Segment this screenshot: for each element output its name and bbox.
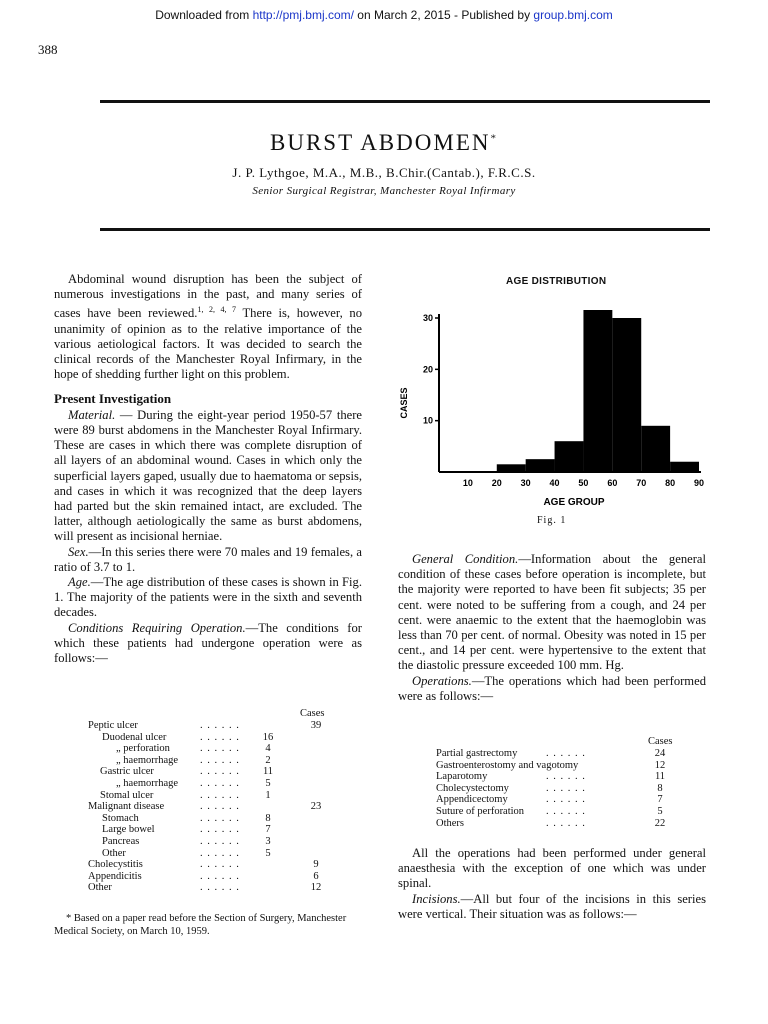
- total-value: 39: [310, 720, 322, 731]
- operation-value: 22: [654, 817, 666, 829]
- x-tick-label: 90: [693, 478, 705, 488]
- operation-label: Cholecystectomy: [436, 782, 509, 794]
- age-paragraph: Age.—The age distribution of these cases is shown in Fig. 1. The majority of the patients were in the sixth and seventh decades.: [54, 575, 362, 620]
- histogram-bar: [641, 426, 670, 472]
- subtotal-value: 1: [265, 789, 271, 801]
- age-distribution-chart: [392, 298, 712, 510]
- leader-dots: . . . . . .: [546, 782, 586, 794]
- leader-dots: . . . . . .: [546, 794, 586, 806]
- leader-dots: . . . . . .: [200, 801, 240, 813]
- download-banner: [0, 8, 768, 22]
- leader-dots: . . . . . .: [546, 771, 586, 783]
- histogram-bar: [497, 464, 526, 472]
- histogram-bar: [583, 310, 612, 472]
- condition-label: „ haemorrhage: [116, 778, 179, 789]
- intro-paragraph: Abdominal wound disruption has been the subject of numerous investigations in the past, and many series of cases have been reviewed.$^{1, 2, 4, 7}$ There is, however, no unanimity of opinion as to the relative importance of the various aetiological factors. It was decided to search the clinical records of the Manchester Royal Infirmary, in the hope of shedding further light on this problem.: [54, 272, 362, 382]
- x-tick-label: 50: [578, 478, 589, 488]
- x-tick-label: 20: [491, 478, 502, 488]
- histogram-bar: [612, 318, 641, 472]
- leader-dots: . . . . . .: [200, 754, 240, 766]
- leader-dots: . . . . . .: [200, 789, 240, 801]
- figure-caption: Fig. 1: [537, 515, 567, 526]
- operation-label: Partial gastrectomy: [436, 748, 518, 759]
- subtotal-value: 7: [265, 824, 271, 836]
- title-footnote-mark: *: [490, 132, 498, 145]
- operations-table: [436, 736, 698, 836]
- condition-label: Malignant disease: [88, 801, 165, 813]
- leader-dots: . . . . . .: [546, 748, 586, 759]
- operation-label: Suture of perforation: [436, 806, 525, 817]
- x-tick-label: 80: [665, 478, 676, 488]
- header-rule: [100, 228, 710, 231]
- subtotal-value: 8: [265, 812, 271, 824]
- leader-dots: . . . . . .: [200, 859, 240, 871]
- y-tick-label: 30: [422, 313, 433, 323]
- sex-paragraph: Sex.—In this series there were 70 males and 19 females, a ratio of 3.7 to 1.: [54, 544, 362, 574]
- incisions-paragraph: Incisions.—All but four of the incisions in this series were vertical. Their situation was as follows:—: [398, 891, 706, 921]
- x-tick-label: 60: [607, 478, 618, 488]
- anaesthesia-paragraph: All the operations had been performed under general anaesthesia with the exception of one which was under spinal.: [398, 846, 706, 891]
- y-tick-label: 10: [422, 415, 433, 426]
- condition-label: Appendicitis: [88, 870, 142, 882]
- total-value: 12: [310, 882, 322, 894]
- condition-label: „ haemorrhage: [116, 754, 179, 766]
- operation-label: Laparotomy: [436, 771, 488, 783]
- article-authors: J. P. Lythgoe, M.A., M.B., B.Chir.(Cantab.), F.R.C.S.: [232, 165, 536, 180]
- y-tick-label: 20: [422, 364, 433, 375]
- conditions-table-header: Cases: [300, 708, 325, 719]
- right-column-bottom: [398, 846, 706, 922]
- left-column: [54, 272, 362, 666]
- subtotal-value: 4: [265, 743, 271, 755]
- condition-label: Stomal ulcer: [100, 789, 154, 801]
- condition-label: Peptic ulcer: [88, 720, 138, 731]
- operation-label: Gastroenterostomy and vagotomy: [436, 759, 579, 771]
- condition-label: Large bowel: [102, 824, 155, 836]
- total-value: 9: [313, 859, 319, 871]
- histogram-bar: [526, 459, 555, 472]
- leader-dots: . . . . . .: [200, 720, 240, 731]
- leader-dots: . . . . . .: [200, 836, 240, 847]
- x-tick-label: 40: [549, 478, 560, 488]
- conditions-paragraph: Conditions Requiring Operation.—The conditions for which these patients had undergone operation were as follows:—: [54, 620, 362, 666]
- article-affiliation: Senior Surgical Registrar, Manchester Royal Infirmary: [252, 185, 516, 197]
- journal-link[interactable]: http://pmj.bmj.com/: [252, 8, 354, 22]
- footnote: * Based on a paper read before the Section of Surgery, Manchester Medical Society, on March 10, 1959.: [54, 913, 347, 937]
- subtotal-value: 16: [262, 731, 274, 743]
- operation-value: 12: [654, 759, 666, 771]
- banner-prefix: Downloaded from: [155, 8, 253, 22]
- group-link[interactable]: group.bmj.com: [533, 8, 613, 22]
- condition-label: Cholecystitis: [88, 859, 143, 871]
- leader-dots: . . . . . .: [200, 731, 240, 743]
- leader-dots: . . . . . .: [200, 882, 240, 894]
- subtotal-value: 3: [265, 836, 271, 847]
- condition-label: Duodenal ulcer: [102, 731, 167, 743]
- x-tick-label: 30: [520, 478, 531, 488]
- y-axis-label: CASES: [399, 387, 409, 419]
- subtotal-value: 5: [265, 778, 271, 789]
- operation-label: Appendicectomy: [436, 794, 508, 806]
- intro-references: 1, 2, 4, 7: [197, 305, 237, 315]
- total-value: 23: [310, 801, 322, 813]
- leader-dots: . . . . . .: [546, 806, 586, 817]
- condition-label: Pancreas: [102, 836, 140, 847]
- leader-dots: . . . . . .: [200, 870, 240, 882]
- x-tick-label: 10: [462, 478, 473, 488]
- article-title: [0, 130, 768, 156]
- x-axis-label: AGE GROUP: [543, 497, 605, 508]
- operations-paragraph: Operations.—The operations which had been performed were as follows:—: [398, 673, 706, 703]
- leader-dots: . . . . . .: [200, 778, 240, 789]
- top-rule: [100, 100, 710, 103]
- leader-dots: . . . . . .: [200, 812, 240, 824]
- operation-value: 24: [654, 748, 666, 759]
- condition-label: Other: [88, 882, 112, 894]
- operation-value: 8: [657, 782, 663, 794]
- title-text: BURST ABDOMEN: [270, 130, 491, 155]
- chart-title: AGE DISTRIBUTION: [506, 276, 607, 287]
- page-number: 388: [38, 42, 58, 57]
- condition-label: Other: [102, 847, 126, 859]
- leader-dots: . . . . . .: [200, 824, 240, 836]
- operation-value: 5: [657, 806, 663, 817]
- subtotal-value: 2: [265, 754, 271, 766]
- condition-label: „ perforation: [116, 743, 170, 755]
- banner-middle: on March 2, 2015 - Published by: [353, 8, 534, 22]
- leader-dots: . . . . . .: [200, 766, 240, 778]
- material-paragraph: Material. — During the eight-year period 1950-57 there were 89 burst abdomens in the Manchester Royal Infirmary. These are cases in which there was complete disruption of all layers of an abdominal wound. Cases in which only the superficial layers gaped, usually due to haematoma or sepsis, and cases in which it was recognized that the deep layers had parted but the skin remained intact, are excluded. The latter, although aetiologically the same as burst abdomens, will present as incisional herniae.: [54, 407, 362, 544]
- x-tick-label: 70: [636, 478, 647, 488]
- leader-dots: . . . . . .: [200, 743, 240, 755]
- conditions-table: [88, 708, 358, 898]
- condition-label: Gastric ulcer: [100, 766, 154, 778]
- leader-dots: . . . . . .: [200, 847, 240, 859]
- subtotal-value: 5: [265, 847, 271, 859]
- subtotal-value: 11: [262, 766, 274, 778]
- operation-label: Others: [436, 817, 464, 829]
- operations-table-header: Cases: [648, 736, 673, 747]
- histogram-bar: [555, 441, 584, 472]
- section-heading: Present Investigation: [54, 390, 172, 406]
- operation-value: 7: [657, 794, 663, 806]
- total-value: 6: [313, 870, 319, 882]
- right-column-top: [398, 552, 706, 704]
- general-condition-paragraph: General Condition.—Information about the general condition of these cases before operation is incomplete, but the majority were reported to have been fit subjects; 35 per cent. were noted to be suffering from a cough, and 24 per cent. were anaemic to the extent that the haemoglobin was less than 70 per cent. of normal. Obesity was noted in 15 per cent., and 14 per cent. were hypertensive to the extent that the diastolic pressure exceeded 100 mm. Hg.: [398, 552, 706, 673]
- condition-label: Stomach: [102, 812, 139, 824]
- operation-value: 11: [654, 771, 666, 783]
- leader-dots: . . . . . .: [546, 817, 586, 829]
- histogram-bar: [670, 462, 699, 472]
